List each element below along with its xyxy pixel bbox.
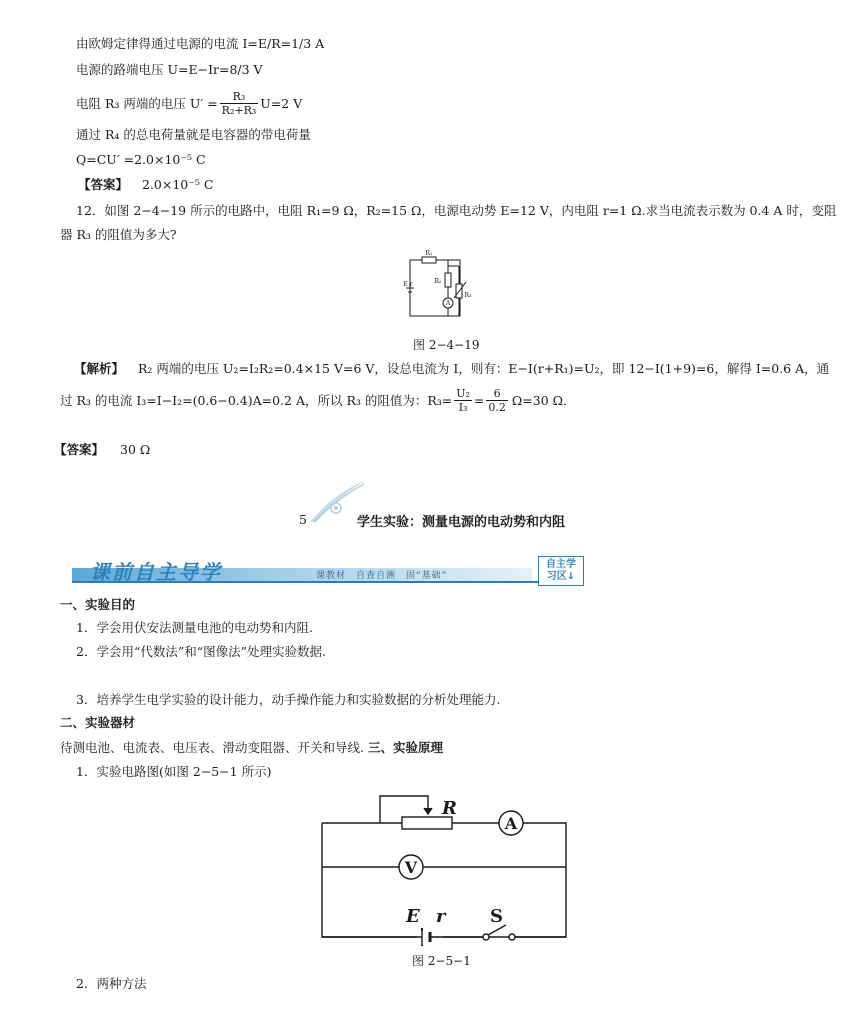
- equipment-list: 待测电池、电流表、电压表、滑动变阻器、开关和导线.: [60, 740, 364, 755]
- section-title: 学生实验：测量电源的电动势和内阻: [357, 515, 566, 530]
- figure-caption-2-4-19: 图 2−4−19: [413, 338, 480, 352]
- badge-line1: 自主学: [546, 559, 576, 570]
- analysis-line2: [60, 383, 567, 417]
- r3-voltage-fraction: [220, 90, 259, 117]
- fig-label-r2: R₂: [434, 278, 442, 285]
- r3-voltage-suffix: U=2 V: [260, 95, 303, 111]
- fraction-numerator: U₂: [456, 386, 470, 400]
- fraction-denominator: R₂+R₃: [221, 103, 257, 117]
- badge-line2: 习区↓: [546, 571, 576, 582]
- solution-line-charge-note: 通过 R₄ 的总电荷量就是电容器的带电荷量: [76, 127, 311, 142]
- analysis-line1: [74, 361, 829, 377]
- fig2-label-internal-r: r: [436, 906, 446, 927]
- fraction-denominator: I₃: [458, 400, 468, 414]
- principle-item-1: 1．实验电路图(如图 2−5−1 所示): [76, 764, 272, 779]
- banner-badge[interactable]: [538, 556, 584, 586]
- analysis-text-2a: 过 R₃ 的电流 I₃=I−I₂=(0.6−0.4)A=0.2 A，所以 R₃ 的阻值为：R₃=: [60, 393, 453, 408]
- answer-value: 30 Ω: [120, 442, 151, 457]
- purpose-item-1: 1．学会用伏安法测量电池的电动势和内阻.: [76, 620, 313, 635]
- answer-label: 【答案】: [54, 442, 105, 457]
- section-banner: [72, 556, 586, 586]
- heading-principle: 三、实验原理: [367, 740, 443, 755]
- banner-title: 课前自主导学: [90, 560, 222, 584]
- fig2-label-voltmeter: V: [404, 858, 418, 877]
- r3-voltage-prefix: 电阻 R₃ 两端的电压 U′ =: [76, 96, 218, 111]
- fig-label-r1: R₁: [425, 250, 433, 257]
- fig-label-r3: R₃: [464, 292, 472, 299]
- heading-equipment: 二、实验器材: [60, 715, 136, 730]
- circuit-figure-2-5-1: [318, 792, 570, 946]
- solution-line-current: 由欧姆定律得通过电源的电流 I=E/R=1/3 A: [76, 36, 325, 51]
- fig2-label-r: R: [442, 798, 457, 819]
- fig2-label-e: E: [406, 906, 420, 927]
- solution-line-charge: Q=CU′ =2.0×10⁻⁵ C: [76, 152, 206, 167]
- circuit-figure-2-4-19: [396, 248, 474, 324]
- purpose-item-3: 3．培养学生电学实验的设计能力，动手操作能力和实验数据的分析处理能力.: [76, 692, 501, 707]
- fig-label-er: E r: [403, 281, 413, 288]
- answer-row-top: [78, 177, 213, 193]
- answer-value: 2.0×10⁻⁵ C: [142, 177, 214, 192]
- problem-12-text-line1: 12．如图 2−4−19 所示的电路中，电阻 R₁=9 Ω，R₂=15 Ω，电源电动势 E=12 V，内电阻 r=1 Ω.求当电流表示数为 0.4 A 时，变阻: [76, 203, 837, 218]
- analysis-fraction-1: [454, 387, 472, 414]
- analysis-text-1: R₂ 两端的电压 U₂=I₂R₂=0.4×15 V=6 V，设总电流为 I，则有：E−I(r+R₁)=U₂，即 12−I(1+9)=6，解得 I=0.6 A，通: [138, 361, 830, 376]
- analysis-label: 【解析】: [74, 361, 125, 376]
- fraction-equals: =: [473, 392, 485, 408]
- fig-label-ammeter: A: [445, 300, 451, 307]
- fraction-numerator: R₃: [220, 90, 259, 104]
- fig2-label-switch: S: [490, 906, 503, 927]
- fraction-numerator: 6: [486, 387, 508, 401]
- problem-12-text-line2: 器 R₃ 的阻值为多大?: [60, 227, 177, 242]
- solution-line-terminal-voltage: 电源的路端电压 U=E−Ir=8/3 V: [76, 62, 263, 77]
- solution-line-r3-voltage: [76, 86, 302, 120]
- section-number: 5: [299, 512, 307, 527]
- fraction-denominator: 0.2: [488, 400, 506, 414]
- fig2-label-ammeter: A: [504, 814, 518, 833]
- answer-label: 【答案】: [78, 177, 129, 192]
- analysis-text-2b: Ω=30 Ω.: [511, 392, 567, 408]
- principle-item-2: 2．两种方法: [76, 976, 147, 991]
- banner-subtitle: 课教材 自查自测 固“基础”: [316, 571, 448, 581]
- purpose-item-2: 2．学会用“代数法”和“图像法”处理实验数据.: [76, 644, 326, 659]
- figure-caption-2-5-1: 图 2−5−1: [412, 954, 471, 968]
- answer-row-problem12: [54, 442, 150, 458]
- analysis-fraction-2: [486, 387, 508, 414]
- heading-experiment-purpose: 一、实验目的: [60, 597, 136, 612]
- equipment-text: [60, 740, 443, 756]
